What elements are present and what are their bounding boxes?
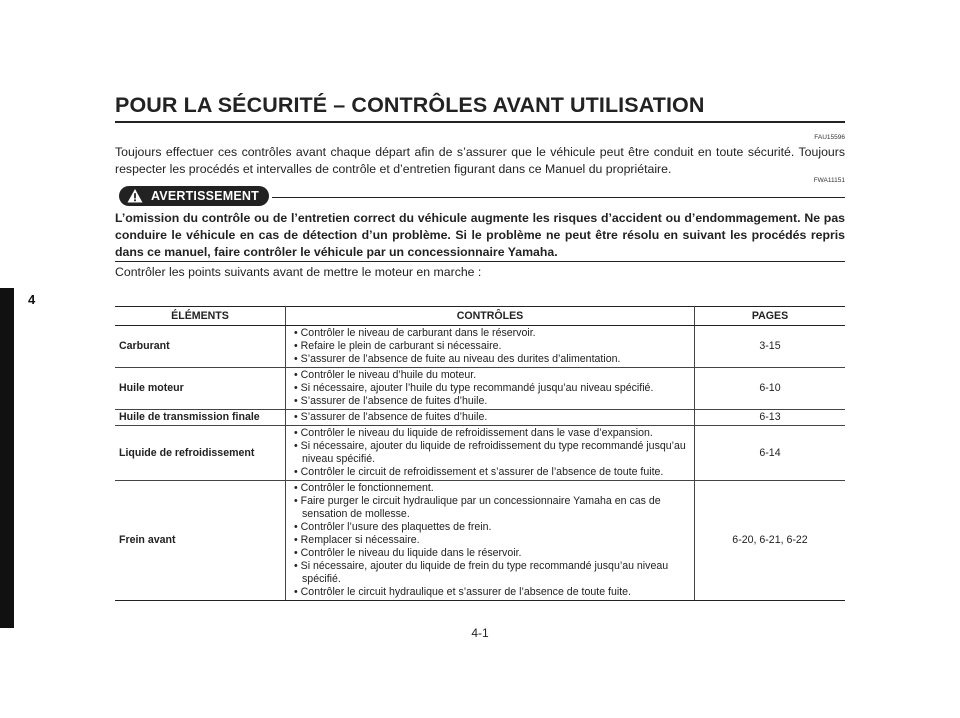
row-checks [286,426,695,481]
check-item: • Contrôler le circuit hydraulique et s’assurer de l’absence de toute fuite. [290,586,690,599]
row-item: Frein avant [115,481,286,601]
warning-divider [272,197,845,198]
table-header-row [115,307,845,326]
warning-reference-code: FWA11151 [813,177,845,184]
check-list [290,427,690,479]
row-item: Huile de transmission finale [115,410,286,426]
table-body [115,326,845,601]
row-checks [286,481,695,601]
title-divider [115,121,845,123]
row-pages: 6-13 [695,410,846,426]
row-pages: 3-15 [695,326,846,368]
check-item: • Si nécessaire, ajouter l’huile du type recommandé jusqu’au niveau spécifié. [290,382,690,395]
table-row [115,426,845,481]
table-row [115,368,845,410]
check-item: • Contrôler le niveau du liquide de refroidissement dans le vase d’expansion. [290,427,690,440]
check-item: • Faire purger le circuit hydraulique par un concessionnaire Yamaha en cas de sensation de mollesse. [290,495,690,521]
header-pages: PAGES [695,307,846,326]
check-item: • Contrôler le niveau du liquide dans le réservoir. [290,547,690,560]
table-row [115,410,845,426]
page-number: 4-1 [471,626,489,640]
check-item: • Contrôler l’usure des plaquettes de frein. [290,521,690,534]
header-checks: CONTRÔLES [286,307,695,326]
check-list [290,482,690,599]
chapter-number: 4 [28,292,36,307]
row-pages: 6-20, 6-21, 6-22 [695,481,846,601]
check-intro: Contrôler les points suivants avant de mettre le moteur en marche : [115,265,482,279]
check-list [290,327,690,366]
row-pages: 6-14 [695,426,846,481]
check-item: • Si nécessaire, ajouter du liquide de frein du type recommandé jusqu’au niveau spécifié. [290,560,690,586]
header-items: ÉLÉMENTS [115,307,286,326]
warning-text: L’omission du contrôle ou de l’entretien correct du véhicule augmente les risques d’accident ou d’endommagement. Ne pas conduire le véhicule en cas de détection d’un problème. Si le problème ne peut être résolu en suivant les procédés repris dans ce manuel, faire contrôler le véhicule par un concessionnaire Yamaha. [115,211,845,259]
warning-bottom-divider [115,261,845,262]
check-list [290,411,690,424]
check-item: • Si nécessaire, ajouter du liquide de refroidissement du type recommandé jusqu’au niveau spécifié. [290,440,690,466]
intro-reference-code: FAU15596 [814,134,845,141]
warning-label: AVERTISSEMENT [151,189,259,203]
intro-paragraph: Toujours effectuer ces contrôles avant chaque départ afin de s’assurer que le véhicule peut être conduit en toute sécurité. Toujours respecter les procédés et intervalles de contrôle et d’entretien figurant dans ce Manuel du propriétaire. [115,145,845,176]
table-row [115,326,845,368]
check-item: • Contrôler le circuit de refroidissement et s’assurer de l’absence de toute fuite. [290,466,690,479]
row-item: Huile moteur [115,368,286,410]
check-item: • S’assurer de l’absence de fuites d’huile. [290,395,690,408]
row-pages: 6-10 [695,368,846,410]
row-checks [286,368,695,410]
check-item: • Contrôler le niveau de carburant dans le réservoir. [290,327,690,340]
row-item: Liquide de refroidissement [115,426,286,481]
check-item: • Refaire le plein de carburant si nécessaire. [290,340,690,353]
row-checks [286,410,695,426]
page-title: POUR LA SÉCURITÉ – CONTRÔLES AVANT UTILISATION [115,93,705,117]
check-list [290,369,690,408]
pre-operation-checklist-table [115,306,845,601]
check-item: • Contrôler le niveau d’huile du moteur. [290,369,690,382]
table-row [115,481,845,601]
check-item: • Contrôler le fonctionnement. [290,482,690,495]
check-item: • Remplacer si nécessaire. [290,534,690,547]
chapter-side-tab [0,288,14,628]
check-item: • S’assurer de l’absence de fuites d’huile. [290,411,690,424]
check-item: • S’assurer de l’absence de fuite au niveau des durites d’alimentation. [290,353,690,366]
row-item: Carburant [115,326,286,368]
warning-badge [119,186,269,206]
warning-triangle-icon [127,188,143,204]
row-checks [286,326,695,368]
